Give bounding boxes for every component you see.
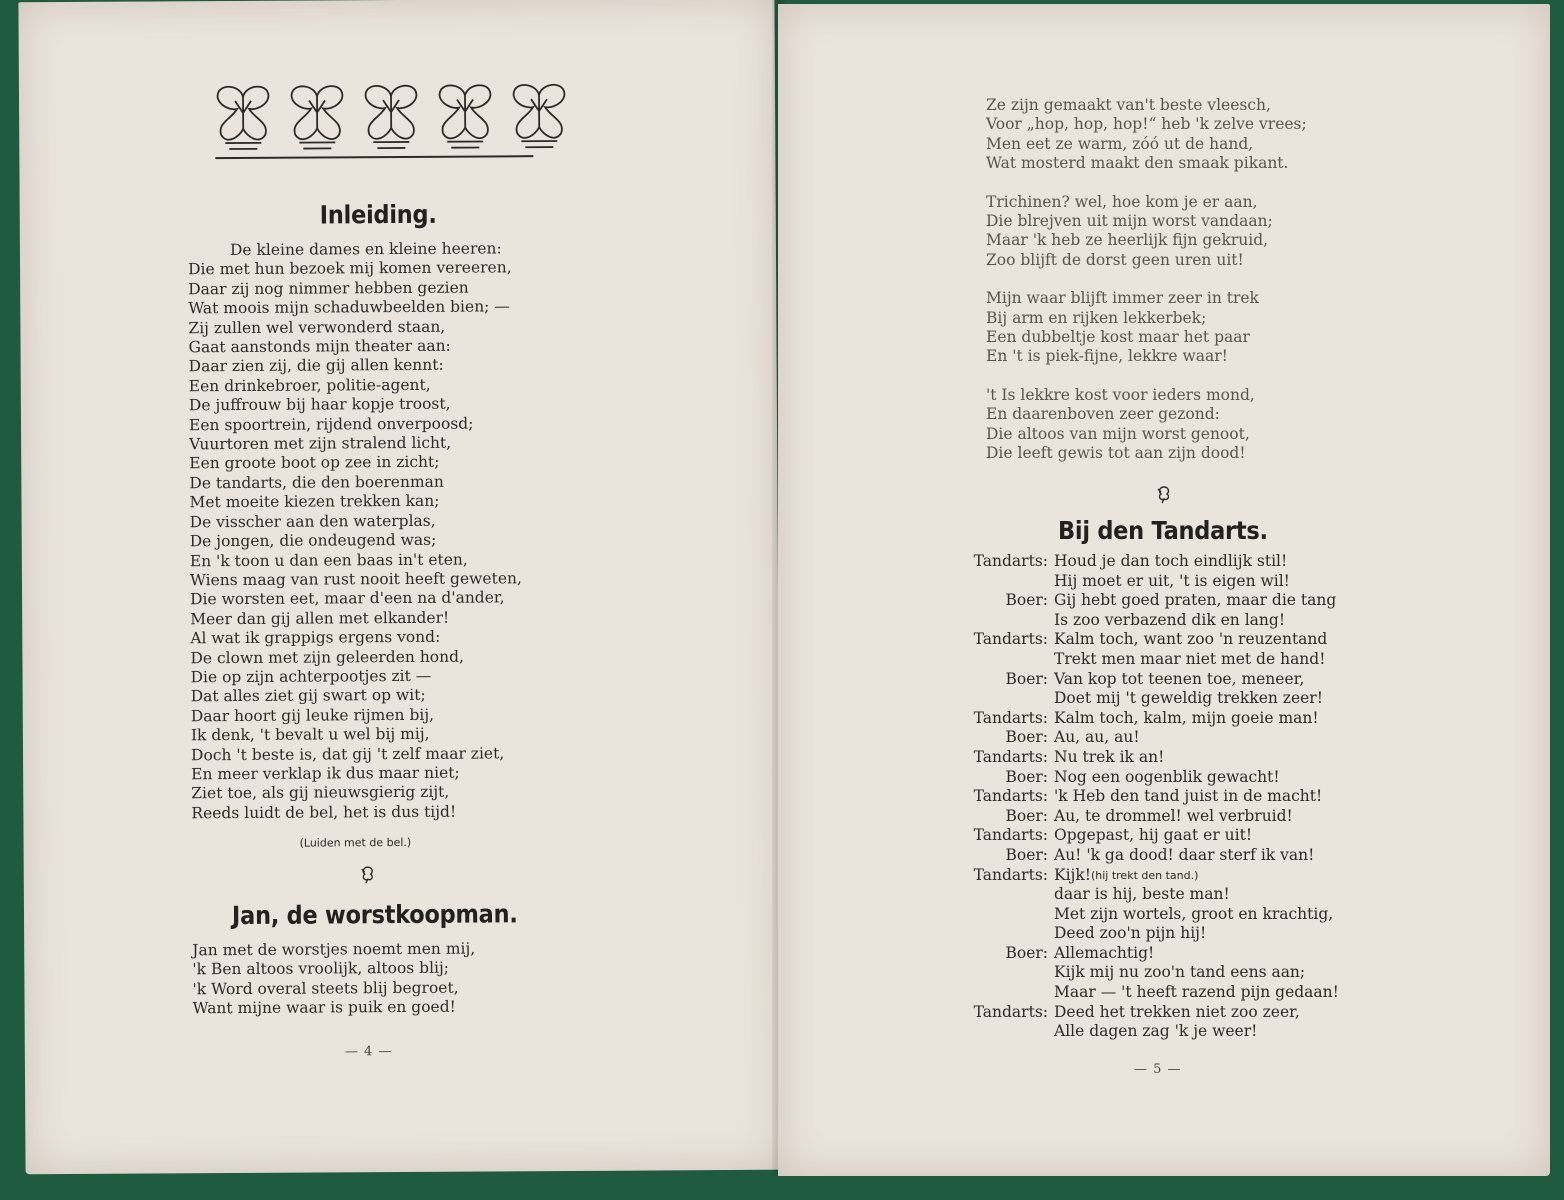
art-nouveau-flower-icon	[215, 81, 587, 155]
speech-text: Kalm toch, want zoo 'n reuzentand	[1054, 630, 1328, 649]
speech-text: Gij hebt goed praten, maar die tang	[1054, 591, 1337, 610]
speaker-label	[954, 1022, 1054, 1042]
dialogue-line	[954, 748, 1339, 768]
speech-text: Alle dagen zag 'k je weer!	[1054, 1022, 1258, 1041]
speech-text: Allemachtig!	[1054, 943, 1155, 962]
speaker-label: Boer:	[1005, 767, 1048, 786]
speech-text: Deed zoo'n pijn hij!	[1054, 924, 1207, 943]
poem-line: En 'k toon u dan een baas in't eten,	[189, 550, 468, 570]
dialogue-line	[954, 689, 1339, 709]
poem-line: Wat mosterd maakt den smaak pikant.	[986, 154, 1289, 173]
speech-text: Nu trek ik an!	[1054, 747, 1165, 766]
jan-poem	[192, 940, 475, 1019]
speaker-label	[954, 572, 1054, 592]
left-page	[18, 0, 781, 1174]
speaker-label: Boer:	[1005, 943, 1048, 962]
speaker-label: Tandarts:	[973, 865, 1048, 884]
speech-text: Deed het trekken niet zoo zeer,	[1054, 1002, 1300, 1021]
dialogue-line	[954, 944, 1339, 964]
dialogue-line	[954, 709, 1339, 729]
poem-line: Bij arm en rijken lekkerbek;	[986, 308, 1207, 327]
speech-text: 'k Heb den tand juist in de macht!	[1054, 787, 1323, 806]
dialogue-line	[954, 983, 1339, 1003]
poem-line: Vuurtoren met zijn stralend licht,	[189, 433, 452, 454]
speaker-label: Tandarts:	[973, 552, 1048, 570]
speech-text: Hij moet er uit, 't is eigen wil!	[1054, 571, 1290, 590]
poem-line: Ze zijn gemaakt van't beste vleesch,	[986, 96, 1271, 114]
poem-line: Die worsten eet, maar d'een na d'ander,	[190, 588, 505, 609]
speaker-label: Tandarts:	[973, 826, 1048, 845]
dialogue-line	[954, 670, 1339, 690]
speaker-label: Tandarts:	[973, 787, 1048, 806]
speech-text: Kijk!	[1054, 865, 1091, 884]
dialogue-line	[954, 885, 1339, 905]
stage-direction: (hij trekt den tand.)	[1090, 868, 1199, 882]
speech-text: Trekt men maar niet met de hand!	[1054, 649, 1326, 668]
poem-line: De clown met zijn geleerden hond,	[190, 647, 464, 667]
speech-text: Doet mij 't geweldig trekken zeer!	[1054, 689, 1323, 708]
dialogue-line	[954, 787, 1339, 807]
poem-line: Voor „hop, hop, hop!“ heb 'k zelve vrees;	[986, 115, 1307, 134]
intro-note: (Luiden met de bel.)	[299, 835, 412, 850]
speaker-label: Tandarts:	[973, 630, 1048, 649]
dialogue-line	[954, 591, 1339, 611]
right-page	[778, 4, 1550, 1176]
poem-line: Daar zien zij, die gij allen kennt:	[188, 356, 444, 376]
speaker-label	[954, 611, 1054, 631]
speech-text: Met zijn wortels, groot en krachtig,	[1054, 904, 1334, 923]
speaker-label	[954, 924, 1054, 944]
stanza	[986, 193, 1307, 271]
page-number-right: — 5 —	[1134, 1062, 1182, 1077]
poem-line: Gaat aanstonds mijn theater aan:	[188, 336, 451, 357]
poem-line: En meer verklap ik dus maar niet;	[191, 763, 460, 784]
ornament-rule	[215, 155, 533, 159]
speech-text: Maar — 't heeft razend pijn gedaan!	[1054, 983, 1339, 1002]
stanza	[986, 386, 1307, 464]
dialogue-line	[954, 846, 1339, 866]
speech-text: Kalm toch, kalm, mijn goeie man!	[1054, 708, 1319, 727]
speech-text: Au, te drommel! wel verbruid!	[1054, 806, 1293, 825]
dialogue-line	[954, 630, 1339, 650]
poem-line: Een drinkebroer, politie-agent,	[188, 375, 431, 396]
speech-text: Kijk mij nu zoo'n tand eens aan;	[1054, 963, 1306, 982]
poem-line: 't Is lekkre kost voor ieders mond,	[986, 385, 1255, 404]
speech-text: daar is hij, beste man!	[1054, 885, 1230, 904]
poem-line: De kleine dames en kleine heeren:	[229, 239, 502, 260]
speaker-label: Boer:	[1005, 669, 1048, 688]
dialogue-line	[954, 572, 1339, 592]
poem-line: Jan met de worstjes noemt men mij,	[192, 939, 476, 960]
poem-line: Want mijne waar is puik en goed!	[192, 997, 456, 1018]
speech-text: Au, au, au!	[1054, 728, 1140, 747]
poem-line: Die op zijn achterpootjes zit —	[190, 666, 432, 687]
poem-line: Ziet toe, als gij nieuwsgierig zijt,	[191, 783, 450, 803]
poem-line: Die leeft gewis tot aan zijn dood!	[986, 444, 1246, 463]
dialogue-line	[954, 866, 1339, 886]
speech-text: Is zoo verbazend dik en lang!	[1054, 610, 1286, 629]
intro-title: Inleiding.	[319, 199, 437, 230]
poem-line: Daar hoort gij leuke rijmen bij,	[190, 705, 435, 726]
dialogue-line	[954, 611, 1339, 631]
dialogue-line	[954, 552, 1339, 572]
flower-icon	[358, 864, 378, 884]
speech-text: Opgepast, hij gaat er uit!	[1054, 826, 1253, 845]
speaker-label	[954, 963, 1054, 983]
speech-text: Houd je dan toch eindlijk stil!	[1054, 552, 1288, 570]
poem-line: Men eet ze warm, zóó ut de hand,	[986, 134, 1254, 153]
page-number-left: — 4 —	[344, 1044, 393, 1060]
poem-line: Die altoos van mijn worst genoot,	[986, 424, 1250, 443]
tandarts-dialogue	[954, 552, 1339, 1042]
poem-line: De jongen, die ondeugend was;	[189, 530, 437, 551]
stanza	[986, 289, 1307, 367]
sausage-stanzas	[986, 96, 1307, 464]
poem-line: De tandarts, die den boerenman	[189, 472, 444, 493]
poem-line: Een groote boot op zee in zicht;	[189, 453, 440, 473]
dialogue-line	[954, 1022, 1339, 1042]
poem-line: Mijn waar blijft immer zeer in trek	[986, 289, 1259, 308]
speaker-label	[954, 885, 1054, 905]
dialogue-line	[954, 768, 1339, 788]
poem-line: Reeds luidt de bel, het is dus tijd!	[191, 802, 457, 823]
speaker-label	[954, 689, 1054, 709]
speaker-label: Tandarts:	[973, 1002, 1048, 1021]
poem-line: Een spoortrein, rijdend onverpoosd;	[188, 414, 474, 434]
speaker-label	[954, 650, 1054, 670]
speaker-label	[954, 983, 1054, 1003]
speech-text: Nog een oogenblik gewacht!	[1054, 767, 1280, 786]
intro-poem	[188, 239, 523, 823]
poem-line: De visscher aan den waterplas,	[189, 511, 436, 531]
speaker-label	[954, 905, 1054, 925]
poem-line: 'k Word overal steets blij begroet,	[192, 978, 459, 999]
poem-line: Ik denk, 't bevalt u wel bij mij,	[190, 724, 430, 745]
poem-line: Trichinen? wel, hoe kom je er aan,	[986, 192, 1258, 211]
poem-line: De juffrouw bij haar kopje troost,	[188, 394, 451, 415]
poem-line: Een dubbeltje kost maar het paar	[986, 328, 1250, 347]
speaker-label: Boer:	[1005, 728, 1048, 747]
jan-title: Jan, de worstkoopman.	[231, 899, 518, 931]
dialogue-line	[954, 650, 1339, 670]
floral-ornament-banner	[215, 81, 587, 163]
poem-line: En 't is piek-fijne, lekkre waar!	[986, 347, 1228, 366]
tandarts-title: Bij den Tandarts.	[1058, 516, 1268, 545]
speaker-label: Boer:	[1005, 806, 1048, 825]
speaker-label: Tandarts:	[973, 708, 1048, 727]
dialogue-line	[954, 924, 1339, 944]
poem-line: Met moeite kiezen trekken kan;	[189, 492, 440, 512]
poem-line: Maar 'k heb ze heerlijk fijn gekruid,	[986, 231, 1269, 250]
dialogue-line	[954, 728, 1339, 748]
dialogue-line	[954, 1003, 1339, 1023]
speaker-label: Boer:	[1005, 591, 1048, 610]
speaker-label: Tandarts:	[973, 747, 1048, 766]
poem-line: Dat alles ziet gij swart op wit;	[190, 686, 426, 706]
speaker-label: Boer:	[1005, 845, 1048, 864]
poem-line: Die met hun bezoek mij komen vereeren,	[188, 258, 512, 279]
poem-line: Doch 't beste is, dat gij 't zelf maar ziet,	[190, 743, 505, 764]
poem-line: Wat moois mijn schaduwbeelden bien; —	[188, 297, 510, 318]
speech-text: Au! 'k ga dood! daar sterf ik van!	[1054, 845, 1315, 864]
poem-line: Wiens maag van rust nooit heeft geweten,	[189, 569, 522, 590]
flower-icon	[1154, 484, 1174, 504]
poem-line: Die blrejven uit mijn worst vandaan;	[986, 212, 1273, 231]
stanza	[986, 96, 1307, 174]
speech-text: Van kop tot teenen toe, meneer,	[1054, 669, 1305, 688]
dialogue-line	[954, 826, 1339, 846]
dialogue-line	[954, 963, 1339, 983]
poem-line: En daarenboven zeer gezond:	[986, 405, 1220, 424]
dialogue-line	[954, 905, 1339, 925]
poem-line: Daar zij nog nimmer hebben gezien	[188, 278, 469, 299]
dialogue-line	[954, 807, 1339, 827]
poem-line: 'k Ben altoos vroolijk, altoos blij;	[192, 959, 450, 979]
poem-line: Al wat ik grappigs ergens vond:	[190, 627, 441, 648]
poem-line: Meer dan gij allen met elkander!	[190, 608, 450, 629]
poem-line: Zoo blijft de dorst geen uren uit!	[986, 250, 1244, 269]
poem-line: Zij zullen wel verwonderd staan,	[188, 317, 446, 337]
